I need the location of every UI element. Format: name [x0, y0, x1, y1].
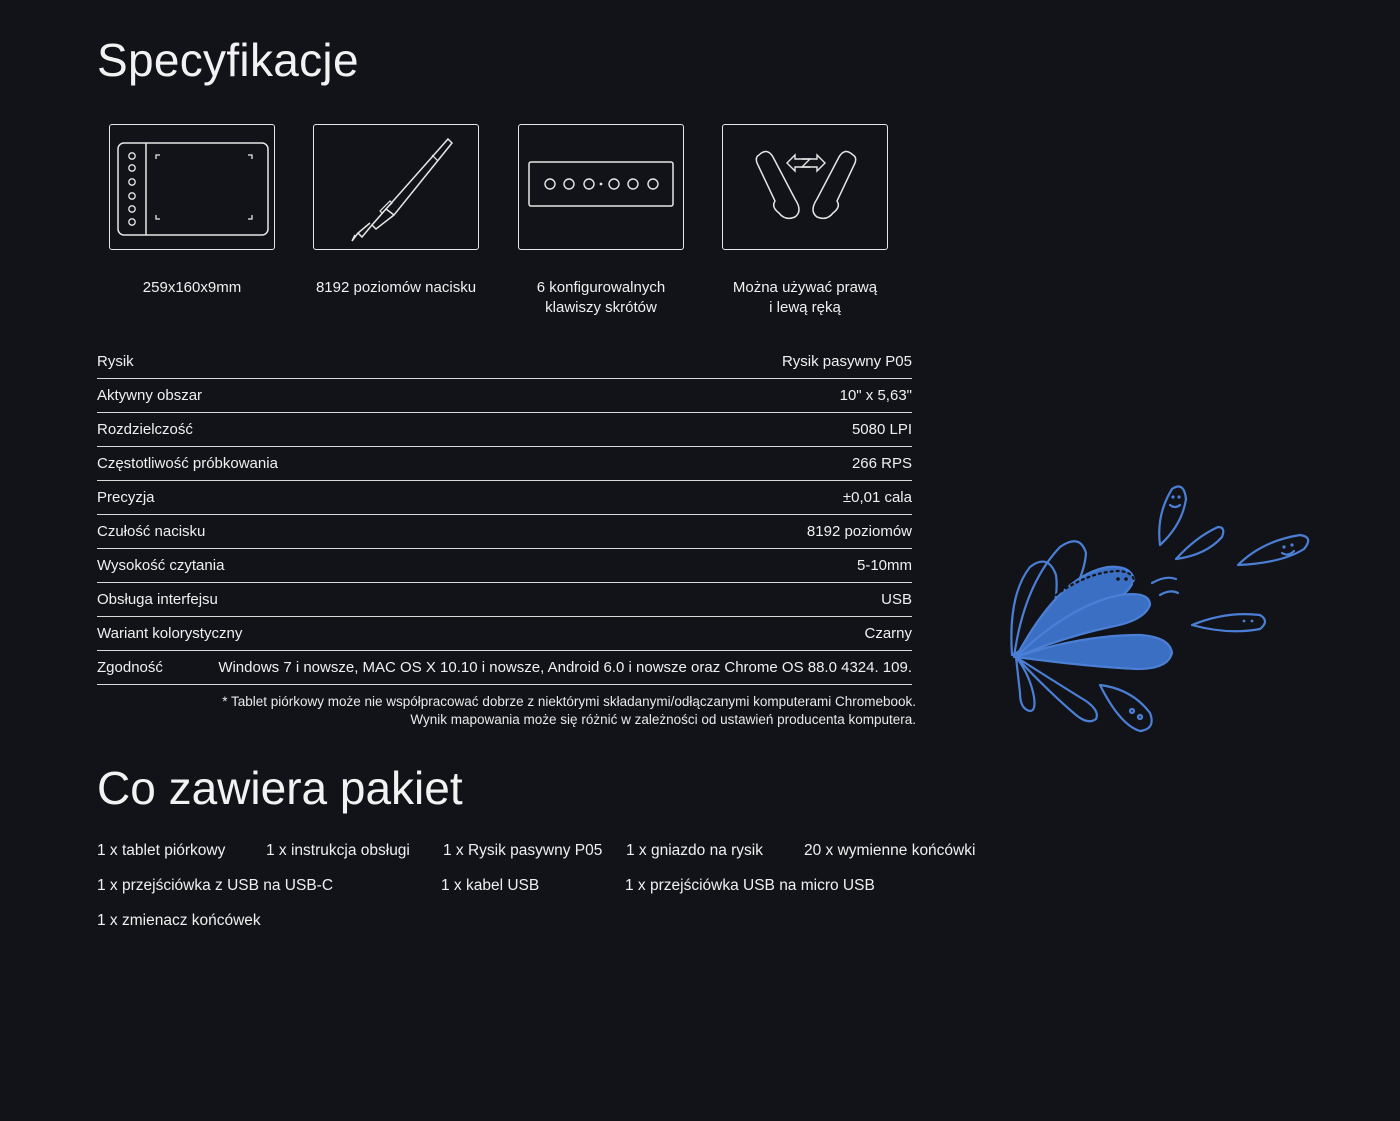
spec-label: Zgodność [97, 659, 163, 676]
spec-row-pressure [97, 515, 912, 549]
pen-icon-box [313, 124, 479, 250]
shortcut-keys-icon [519, 125, 685, 251]
ink-splash-illustration [1000, 475, 1320, 745]
spec-value: 266 RPS [851, 455, 912, 472]
package-item: 1 x Rysik pasywny P05 [443, 842, 603, 859]
ambidextrous-hands-icon [723, 125, 889, 251]
feature-item-ambidextrous [710, 124, 900, 318]
spec-label: Wysokość czytania [97, 557, 225, 574]
package-item: 1 x kabel USB [441, 877, 540, 894]
spec-label: Obsługa interfejsu [97, 591, 218, 608]
spec-value: USB [881, 591, 912, 608]
spec-row-reading-height [97, 549, 912, 583]
spec-value: Windows 7 i nowsze, MAC OS X 10.10 i nowsze, Android 6.0 i nowsze oraz Chrome OS 88.0 4324. 109. [218, 659, 912, 676]
spec-label: Aktywny obszar [97, 387, 203, 404]
package-item: 1 x tablet piórkowy [97, 842, 226, 859]
spec-row-compatibility [97, 651, 912, 685]
feature-caption: 259x160x9mm [142, 279, 242, 296]
package-item: 20 x wymienne końcówki [804, 842, 976, 859]
package-item: 1 x instrukcja obsługi [266, 842, 410, 859]
spec-row-interface [97, 583, 912, 617]
spec-row-resolution [97, 413, 912, 447]
package-item: 1 x gniazdo na rysik [626, 842, 763, 859]
feature-highlights [97, 124, 917, 324]
spec-row-accuracy [97, 481, 912, 515]
spec-label: Rozdzielczość [97, 421, 193, 438]
package-title: Co zawiera pakiet [97, 762, 463, 814]
spec-row-report-rate [97, 447, 912, 481]
tablet-icon-box [109, 124, 275, 250]
spec-row-active-area [97, 379, 912, 413]
tablet-icon [110, 125, 276, 251]
spec-label: Czułość nacisku [97, 523, 206, 540]
feature-caption: 8192 poziomów nacisku [315, 279, 477, 296]
spec-label: Częstotliwość próbkowania [97, 455, 278, 472]
feature-item-shortcut-keys [506, 124, 696, 318]
spec-label: Rysik [97, 353, 134, 370]
feature-caption: 6 konfigurowalnych klawiszy skrótów [536, 279, 666, 316]
spec-label: Precyzja [97, 489, 155, 506]
feature-caption: Można używać prawą i lewą ręką [732, 279, 878, 316]
package-item: 1 x przejściówka z USB na USB-C [97, 877, 334, 894]
spec-row-stylus [97, 345, 912, 379]
package-item: 1 x przejściówka USB na micro USB [625, 877, 875, 894]
spec-table [97, 345, 912, 685]
footnote-line: * Tablet piórkowy może nie współpracować dobrze z niektórymi składanymi/odłączanymi komputerami Chromebook. [222, 694, 916, 709]
spec-row-color [97, 617, 912, 651]
spec-value: 10" x 5,63" [839, 387, 912, 404]
shortcut-keys-icon-box [518, 124, 684, 250]
spec-value: Rysik pasywny P05 [781, 353, 912, 370]
spec-value: Czarny [864, 625, 912, 642]
footnote-line: Wynik mapowania może się różnić w zależności od ustawień producenta komputera. [410, 712, 916, 727]
feature-item-dimensions [97, 124, 287, 298]
package-item: 1 x zmienacz końcówek [97, 912, 261, 929]
spec-value: 5-10mm [856, 557, 912, 574]
pen-icon [314, 125, 480, 251]
page-title: Specyfikacje [97, 34, 359, 86]
spec-value: 8192 poziomów [806, 523, 912, 540]
ambidextrous-hands-icon-box [722, 124, 888, 250]
feature-item-pressure [301, 124, 491, 298]
spec-value: 5080 LPI [851, 421, 912, 438]
compatibility-footnote [97, 693, 916, 729]
spec-label: Wariant kolorystyczny [97, 625, 243, 642]
spec-value: ±0,01 cala [842, 489, 912, 506]
